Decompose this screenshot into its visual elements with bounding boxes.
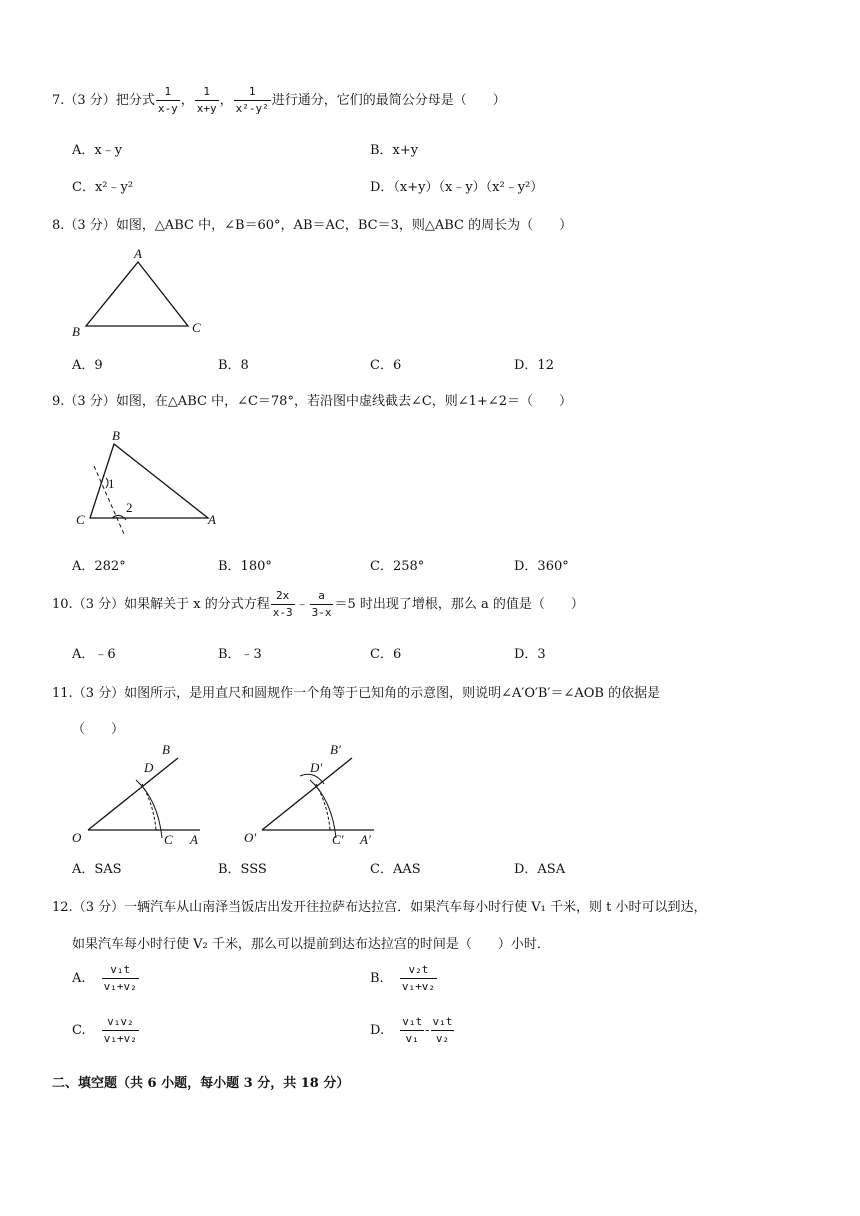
- q8-label-b: B: [72, 324, 80, 339]
- q10-stem: 10.（3 分）如果解关于 x 的分式方程 $\frac{2x}{x-3}$ ﹣ $\frac{a}{3-x}$ ＝5 时出现了增根，那么 a 的值是（ ）: [52, 589, 584, 619]
- q11-fig2-label-b: B′: [330, 742, 341, 757]
- q11-fig2-label-c: C′: [332, 832, 344, 847]
- q8-triangle-figure: [66, 244, 216, 344]
- q7-option-b[interactable]: B．x+y: [370, 143, 419, 158]
- q7-option-d[interactable]: D．（x+y）（x﹣y）（x²﹣y²）: [370, 180, 544, 195]
- q12-stem-line1: 12.（3 分）一辆汽车从山南泽当饭店出发开往拉萨布达拉宫．如果汽车每小时行使 V₁ 千米，则 t 小时可以到达，: [52, 900, 707, 915]
- section-heading-fill-in: 二、填空题（共 6 小题，每小题 3 分，共 18 分）: [52, 1076, 350, 1091]
- q7-fraction-1: $\frac{1}{x-y}$: [157, 85, 178, 115]
- q8-option-d[interactable]: D．12: [514, 358, 554, 373]
- q8-option-c[interactable]: C．6: [370, 358, 402, 373]
- q11-option-b[interactable]: B．SSS: [218, 862, 267, 877]
- q9-label-c: C: [76, 512, 85, 527]
- q11-stem: 11.（3 分）如图所示，是用直尺和圆规作一个角等于已知角的示意图，则说明∠A′O′B′＝∠AOB 的依据是: [52, 686, 661, 701]
- q11-fig1-label-o: O: [72, 830, 82, 845]
- q11-option-a[interactable]: A．SAS: [72, 862, 122, 877]
- q11-paren: （ ）: [72, 722, 125, 737]
- q12-option-a[interactable]: A. $\frac{\text{v₁t}}{\text{v₁+v₂}}$: [72, 963, 137, 993]
- q9-triangle-figure: [66, 426, 236, 536]
- q9-option-a[interactable]: A．282°: [72, 559, 126, 574]
- q9-option-d[interactable]: D．360°: [514, 559, 569, 574]
- q9-angle-2: 2: [126, 500, 133, 515]
- q11-fig2-label-a: A′: [360, 832, 371, 847]
- q9-option-b[interactable]: B．180°: [218, 559, 272, 574]
- q10-option-d[interactable]: D．3: [514, 647, 546, 662]
- q8-stem: 8.（3 分）如图，△ABC 中，∠B＝60°，AB＝AC，BC＝3，则△ABC 的周长为（ ）: [52, 218, 573, 233]
- q11-fig1-label-b: B: [162, 742, 170, 757]
- q12-option-c[interactable]: C. $\frac{\text{v₁v₂}}{\text{v₁+v₂}}$: [72, 1015, 137, 1045]
- q7-fraction-2: $\frac{1}{x+y}$: [196, 85, 217, 115]
- q8-option-a[interactable]: A．9: [72, 358, 103, 373]
- q9-stem: 9.（3 分）如图，在△ABC 中，∠C＝78°，若沿图中虚线截去∠C，则∠1+∠2＝（ ）: [52, 394, 573, 409]
- q11-figure-original-angle: [66, 740, 216, 852]
- q10-option-c[interactable]: C．6: [370, 647, 402, 662]
- q11-option-d[interactable]: D．ASA: [514, 862, 566, 877]
- q7-option-c[interactable]: C．x²﹣y²: [72, 180, 134, 195]
- q11-fig2-label-d: D′: [310, 760, 323, 775]
- q11-fig1-label-c: C: [164, 832, 173, 847]
- q11-option-c[interactable]: C．AAS: [370, 862, 421, 877]
- q11-fig2-label-o: O′: [244, 830, 257, 845]
- q7-option-a[interactable]: A．x﹣y: [72, 143, 123, 158]
- q10-fraction-1: $\frac{2x}{x-3}$: [272, 589, 293, 619]
- q7-stem: 7.（3 分）把分式 $\frac{1}{x-y}$ ， $\frac{1}{x+y}$ ， $\frac{1}{\text{x²-y²}}$ 进行通分，它们的最简公分母是（ ）: [52, 85, 506, 115]
- q9-label-a: A: [208, 512, 216, 527]
- q7-fraction-3: $\frac{1}{\text{x²-y²}}$: [235, 85, 269, 115]
- q12-option-d[interactable]: D. $\frac{\text{v₁t}}{\text{v₁}}$ - $\frac{\text{v₁t}}{\text{v₂}}$: [370, 1015, 453, 1045]
- q9-angle-1: 1: [108, 476, 115, 491]
- q11-fig1-label-a: A: [190, 832, 198, 847]
- q10-fraction-2: $\frac{a}{3-x}$: [311, 589, 332, 619]
- q9-label-b: B: [112, 428, 120, 443]
- q10-option-b[interactable]: B．﹣3: [218, 647, 262, 662]
- q8-label-c: C: [192, 320, 201, 335]
- q9-option-c[interactable]: C．258°: [370, 559, 425, 574]
- q8-option-b[interactable]: B．8: [218, 358, 249, 373]
- q10-option-a[interactable]: A．﹣6: [72, 647, 116, 662]
- q12-option-b[interactable]: B. $\frac{\text{v₂t}}{\text{v₁+v₂}}$: [370, 963, 435, 993]
- q8-label-a: A: [134, 246, 142, 261]
- q11-figure-constructed-angle: [240, 740, 400, 852]
- q12-stem-line2: 如果汽车每小时行使 V₂ 千米，那么可以提前到达布达拉宫的时间是（ ）小时．: [72, 937, 550, 952]
- q11-fig1-label-d: D: [144, 760, 154, 775]
